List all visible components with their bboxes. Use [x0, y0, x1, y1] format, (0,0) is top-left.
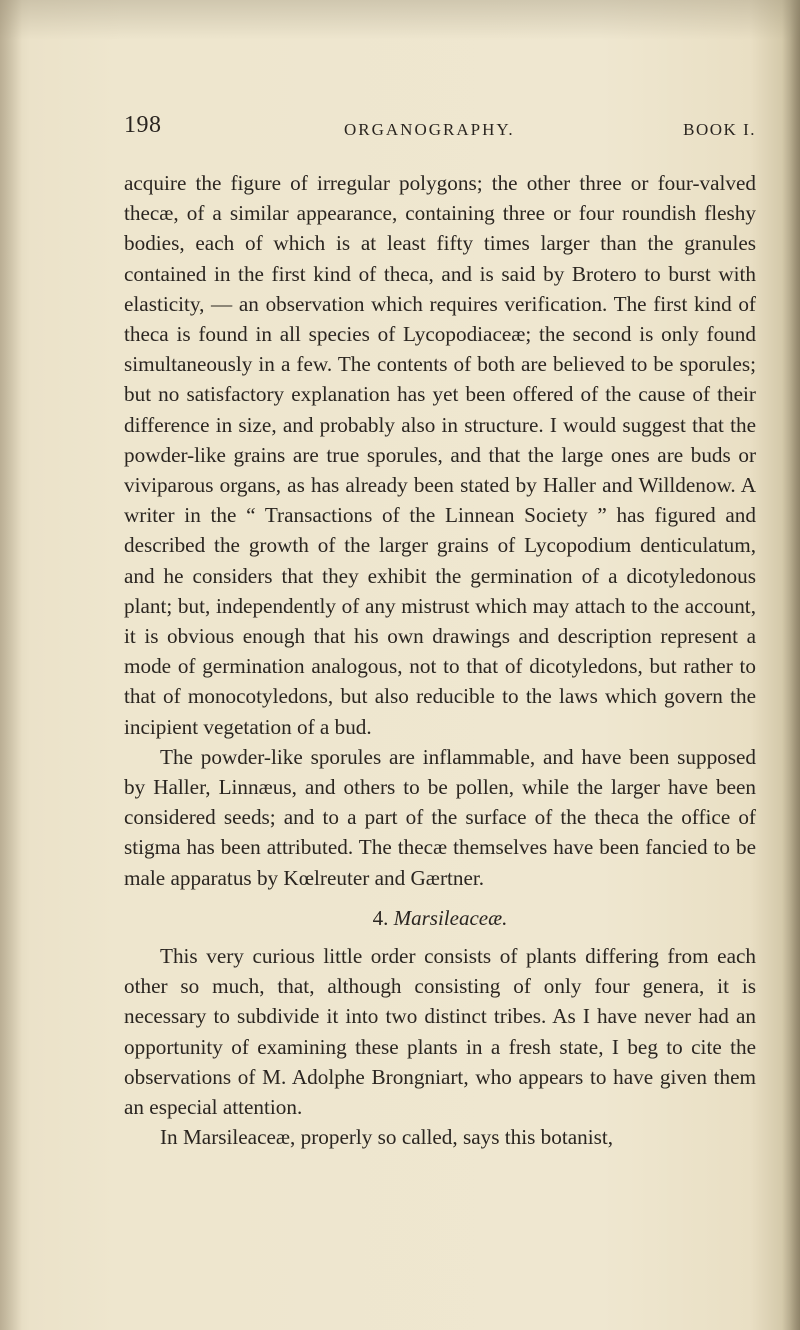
book-label: BOOK I.: [683, 120, 756, 139]
section-paragraph-2: In Marsileaceæ, properly so called, says this botanist,: [160, 1125, 614, 1150]
section-number: 4.: [372, 905, 389, 930]
running-title: ORGANOGRAPHY.: [344, 120, 515, 139]
section-heading: [124, 903, 756, 933]
section-title: Marsileaceæ.: [393, 905, 508, 930]
page-number: 198: [124, 112, 162, 138]
paragraph-2: The powder-like sporules are inflammable, and have been supposed by Haller, Linnæus, and others to be pollen, while the larger have been considered seeds; and to a part of the surface of the theca the office of stigma has been attributed. The thecæ themselves have been fancied to be male apparatus by Kœlreuter and Gærtner.: [124, 744, 756, 890]
section-paragraph-1: This very curious little order consists of plants differing from each other so much, that, although consisting of only four genera, it is necessary to subdivide it into two distinct tribes. As I have never had an opportunity of examining these plants in a fresh state, I beg to cite the observations of M. Adolphe Brongniart, who appears to have given them an especial attention.: [124, 944, 756, 1120]
running-header: [124, 112, 756, 148]
page-edge-shadow: [782, 0, 800, 1330]
paragraph-1: acquire the figure of irregular polygons; the other three or four-valved thecæ, of a similar appearance, containing three or four roundish fleshy bodies, each of which is at least fifty times larger than the granules contained in the first kind of theca, and is said by Brotero to burst with elasticity, — an observation which requires verification. The first kind of theca is found in all species of Lycopodiaceæ; the second is only found simultaneously in a few. The contents of both are believed to be sporules; but no satisfactory explanation has yet been offered of the cause of their difference in size, and probably also in structure. I would suggest that the powder-like grains are true sporules, and that the large ones are buds or viviparous organs, as has already been stated by Haller and Willdenow. A writer in the “ Transactions of the Linnean Society ” has figured and described the growth of the larger grains of Lycopodium denticulatum, and he considers that they exhibit the germination of a dicotyledonous plant; but, independently of any mistrust which may attach to the account, it is obvious enough that his own drawings and description represent a mode of germination analogous, not to that of dicotyledons, but rather to that of monocotyledons, but also reducible to the laws which govern the incipient vegetation of a bud.: [124, 171, 756, 739]
top-edge-smudge: [0, 0, 800, 40]
gutter-shadow: [0, 0, 22, 1330]
body-text: [124, 168, 756, 1153]
